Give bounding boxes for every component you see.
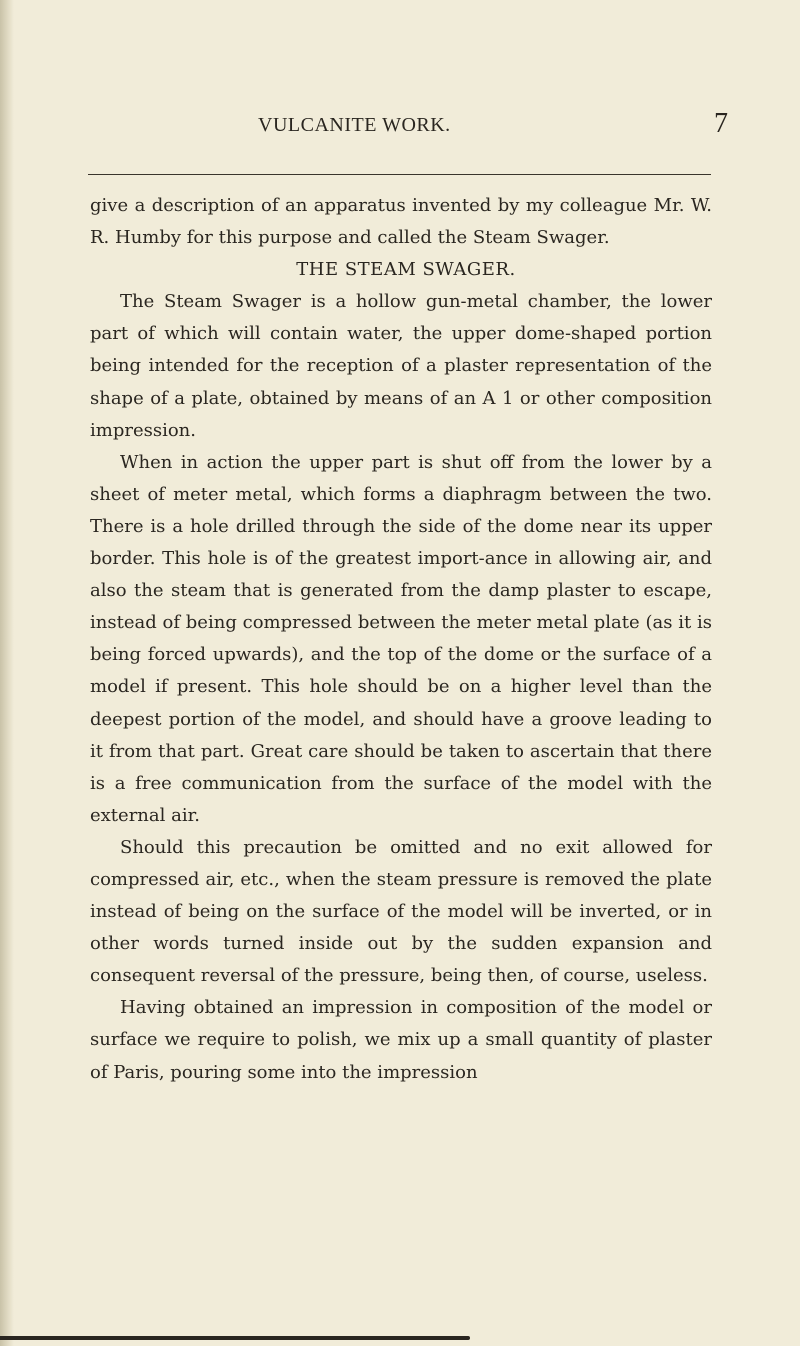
paragraph-precaution: Should this precaution be omitted and no exit allowed for compressed air, etc., when the steam pressure is removed the plate instead of being on the surface of the model will be inverted, or in other words turned inside out by the sudden expansion and consequent reversal of the pressure, being then, of course, useless. [90,836,712,987]
paragraph-action: When in action the upper part is shut off from the lower by a sheet of meter metal, which forms a diaphragm between the two. There is a hole drilled through the side of the dome near its upper border. This hole is of the greatest import-ance in allowing air, and also the steam that is generated from the damp plaster to escape, instead of being compressed between the meter metal plate (as it is being forced upwards), and the top of the dome or the surface of a model if present. This hole should be on a higher level than the deepest portion of the model, and should have a groove leading to it from that part. Great care should be taken to ascertain that there is a free communication from the surface of the model with the external air. [90,451,712,826]
page-binding-shadow [0,0,14,1346]
body-text [90,190,712,1089]
running-title: VULCANITE WORK. [258,114,451,136]
page-number: 7 [714,108,728,139]
paragraph-description: The Steam Swager is a hollow gun-metal chamber, the lower part of which will contain water, the upper dome-shaped portion being intended for the reception of a plaster representation of the shape of a plate, obtained by means of an A 1 or other composition impression. [90,291,712,441]
section-title: THE STEAM SWAGER. [296,259,516,281]
paragraph-intro: give a description of an apparatus invented by my colleague Mr. W. R. Humby for this purpose and called the Steam Swager. [90,195,712,249]
paragraph-impression: Having obtained an impression in composition of the model or surface we require to polish, we mix up a small quantity of plaster of Paris, pouring some into the impression [90,997,712,1083]
header-rule [88,174,711,175]
running-head [0,108,800,144]
page-edge-bottom [0,1336,470,1340]
